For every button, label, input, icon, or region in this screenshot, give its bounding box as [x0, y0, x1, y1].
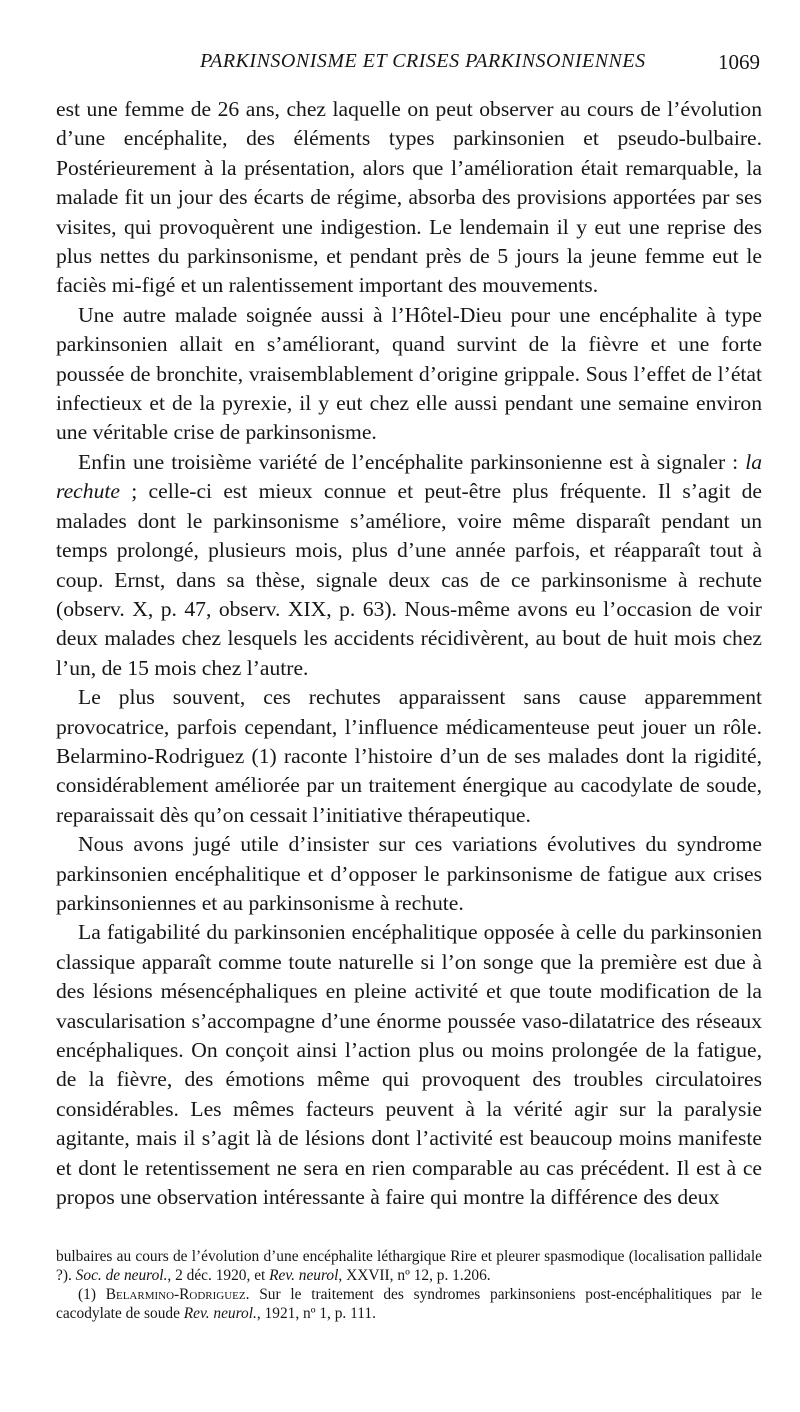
footnote-1-text-b: , 1921, nº 1, p. 111. [256, 1305, 376, 1322]
footnote-continued-journal-2: Rev. neurol [269, 1267, 339, 1284]
footnote-continued-text-c: , XXVII, nº 12, p. 1.206. [338, 1267, 491, 1284]
paragraph-1: est une femme de 26 ans, chez laquelle on peut observer au cours de l’évolution d’une encéphalite, des éléments types parkinsonien et pseudo-bulbaire. Postérieurement à la présentation, alors que l’amélioration était remarquable, la malade fit un jour des écarts de régime, absorba des provisions apportées par ses visites, qui provoquèrent une indigestion. Le lendemain il y eut une reprise des plus nettes du parkinsonisme, et pendant près de 5 jours la jeune femme eut le faciès mi-figé et un ralentissement important des mouvements. [56, 97, 762, 298]
paragraph-6: La fatigabilité du parkinsonien encéphalitique opposée à celle du parkinsonien classique apparaît comme toute naturelle si l’on songe que la première est due à des lésions mésencéphaliques en pleine activité et que toute modification de la vascularisation s’accompagne d’une énorme poussée vaso-dilatatrice des réseaux encéphaliques. On conçoit ainsi l’action plus ou moins prolongée de la fatigue, de la fièvre, des émotions même qui provoquent des troubles circulatoires considérables. Les mêmes facteurs peuvent à la vérité agir sur la paralysie agitante, mais il s’agit là de lésions dont l’activité est beaucoup moins manifeste et dont le retentissement ne sera en rien comparable au cas précédent. Il est à ce propos une observation intéressante à faire qui montre la différence des deux [56, 920, 762, 1210]
paragraph-3-text-a: Enfin une troisième variété de l’encéphalite parkinsonienne est à signaler : [78, 449, 739, 474]
paragraph-2: Une autre malade soignée aussi à l’Hôtel-Dieu pour une encéphalite à type parkinsonien allait en s’améliorant, quand survint de la fièvre et une forte poussée de bronchite, vraisemblablement d’origine grippale. Sous l’effet de l’état infectieux et de la pyrexie, il y eut chez elle aussi pendant une semaine environ une véritable crise de parkinsonisme. [56, 302, 762, 445]
footnote-1-marker: (1) [78, 1286, 96, 1303]
footnote-1-journal: Rev. neurol. [183, 1305, 257, 1322]
main-text [56, 95, 762, 1212]
footnote-1-author: Belarmino-Rodriguez. [105, 1286, 250, 1303]
footnote-continued [56, 1247, 762, 1285]
paragraph-3-emphasis: la rechute [56, 449, 762, 504]
paragraph-3-text-b: ; celle-ci est mieux connue et peut-être plus fréquente. Il s’agit de malades dont le parkinsonisme s’améliore, voire même disparaît pendant un temps prolongé, plusieurs mois, plus d’une année parfois, et réapparaît tout à coup. Ernst, dans sa thèse, signale deux cas de ce parkinsonisme à rechute (observ. X, p. 47, observ. XIX, p. 63). Nous-même avons eu l’occasion de voir deux malades chez lesquels les accidents récidivèrent, au bout de huit mois chez l’un, de 15 mois chez l’autre. [56, 479, 762, 680]
footnotes [56, 1247, 762, 1323]
running-title: PARKINSONISME ET CRISES PARKINSONIENNES [200, 50, 646, 72]
paragraph-5: Nous avons jugé utile d’insister sur ces variations évolutives du syndrome parkinsonien encéphalitique et d’opposer le parkinsonisme de fatigue aux crises parkinsoniennes et au parkinsonisme à rechute. [56, 832, 762, 915]
footnote-1 [56, 1285, 762, 1323]
page-number: 1069 [718, 50, 760, 74]
footnote-continued-text-b: , 2 déc. 1920, et [167, 1267, 266, 1284]
footnote-continued-journal-1: Soc. de neurol. [75, 1267, 168, 1284]
page-header [0, 50, 800, 80]
paragraph-3 [56, 448, 762, 683]
footnote-continued-text-a: bulbaires au cours de l’évolution d’une encéphalite léthargique Rire et pleurer spasmodique (localisation pallidale ?). [56, 1248, 762, 1284]
footnote-1-text-a: Sur le traitement des syndromes parkinsoniens post-encéphalitiques par le cacodylate de soude [56, 1286, 762, 1322]
paragraph-4: Le plus souvent, ces rechutes apparaissent sans cause apparemment provocatrice, parfois cependant, l’influence médicamenteuse peut jouer un rôle. Belarmino-Rodriguez (1) raconte l’histoire d’un de ses malades dont la rigidité, considérablement améliorée par un traitement énergique au cacodylate de soude, reparaissait dès qu’on cessait l’initiative thérapeutique. [56, 685, 762, 827]
